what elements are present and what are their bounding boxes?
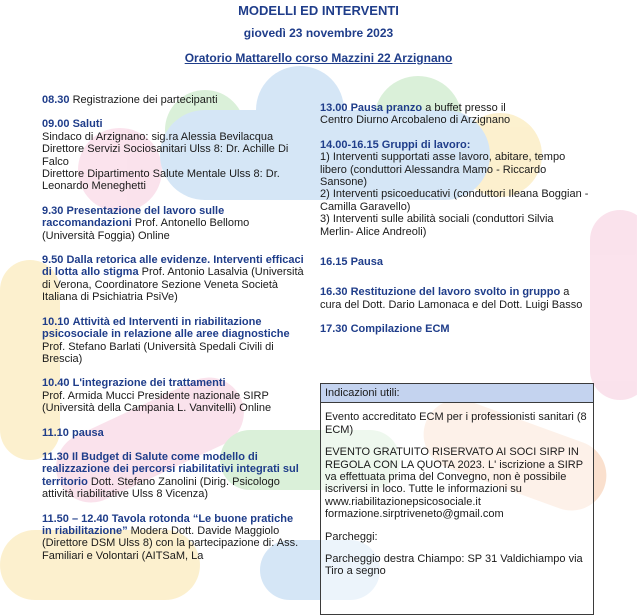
info-box-body xyxy=(321,403,593,577)
useful-info-box xyxy=(320,383,594,615)
entry-text: Modera Dott. Davide Maggiolo (Direttore DSM Ulss 8) con la partecipazione di: Ass. Familiari e Volontari (AITSaM, La xyxy=(42,524,299,562)
entry-time: 11.30 xyxy=(42,450,69,463)
entry-time: 9.50 xyxy=(42,254,64,267)
entry-heading: L'integrazione dei trattamenti xyxy=(72,377,226,390)
program-entry xyxy=(320,139,590,238)
event-date: giovedì 23 novembre 2023 xyxy=(243,26,394,40)
entry-heading: Gruppi di lavoro: xyxy=(381,138,471,151)
entry-heading: Saluti xyxy=(72,118,103,131)
entry-heading: pausa xyxy=(71,426,104,439)
program-entry xyxy=(42,94,304,106)
program-entry xyxy=(42,205,304,242)
program-entry xyxy=(320,323,590,335)
entry-time: 11.50 – 12.40 xyxy=(42,512,109,525)
event-venue: Oratorio Mattarello corso Mazzini 22 Arzignano xyxy=(184,51,453,65)
entry-text: Prof. Antonio Lasalvia (Università di Verona, Coordinatore Sezione Veneta Società Italiana di Psichiatria PsiVe) xyxy=(42,266,304,304)
entry-heading: Restituzione del lavoro svolto in gruppo xyxy=(350,286,561,299)
entry-time: 11.10 xyxy=(42,426,69,439)
entry-time: 08.30 xyxy=(42,94,70,106)
program-entry xyxy=(42,316,304,366)
entry-heading: Dalla retorica alle evidenze. Interventi efficaci di lotta allo stigma xyxy=(42,254,304,279)
entry-heading: Compilazione ECM xyxy=(350,323,450,336)
entry-time: 17.30 xyxy=(320,323,348,336)
program-right-column xyxy=(320,102,590,348)
entry-heading: Presentazione del lavoro sulle raccomandazioni xyxy=(42,204,225,230)
entry-time: 16.30 xyxy=(320,286,348,299)
program-entry xyxy=(320,286,590,311)
program-entry xyxy=(42,513,304,563)
info-paragraph: Parcheggio destra Chiampo: SP 31 Valdichiampo via Tiro a segno xyxy=(325,553,583,578)
program-entry xyxy=(42,427,304,439)
entry-heading: Pausa pranzo xyxy=(350,102,423,114)
program-entry xyxy=(320,102,590,127)
entry-text: Prof. Antonello Bellomo (Università Foggia) Online xyxy=(42,217,250,242)
program-entry xyxy=(42,118,304,192)
entry-text: Dott. Stefano Zanolini (Dirig. Psicologo attività riabilitative Ulss 8 Vicenza) xyxy=(42,475,280,501)
entry-time: 10.40 xyxy=(42,377,70,390)
info-box-title: Indicazioni utili: xyxy=(321,384,593,403)
entry-text: Registrazione dei partecipanti xyxy=(72,94,218,106)
entry-text: Prof. Stefano Barlati (Università Spedali Civili di Brescia) xyxy=(42,340,274,365)
entry-text: 1) Interventi supportati asse lavoro, abitare, tempo libero (conduttori Alessandra Mamo - Riccardo Sansone) 2) Interventi psicoeducativi (conduttori Ileana Boggian - Camilla Garavello) 3) Interventi sulle abilità sociali (conduttori Silvia Merlin- Alice Andreoli) xyxy=(320,151,589,238)
program-entry xyxy=(320,256,590,268)
entry-heading: Pausa xyxy=(350,256,384,269)
entry-time: 14.00-16.15 xyxy=(320,138,379,151)
entry-text: a cura del Dott. Dario Lamonaca e del Dott. Luigi Basso xyxy=(320,286,583,311)
entry-time: 16.15 xyxy=(320,256,348,269)
program-entry xyxy=(42,254,304,304)
entry-time: 09.00 xyxy=(42,118,70,131)
entry-heading: Il Budget di Salute come modello di realizzazione dei percorsi riabilitativi integrati sul territorio xyxy=(42,450,299,488)
entry-text: a buffet presso il Centro Diurno Arcobaleno di Arzignano xyxy=(320,102,511,127)
info-paragraph: Parcheggi: xyxy=(325,530,378,543)
entry-text: Sindaco di Arzignano: sig.ra Alessia Bevilacqua Direttore Servizi Sociosanitari Ulss 8: Dr. Achille Di Falco Direttore Dipartimento Salute Mentale Ulss 8: Dr. Leonardo Meneghetti xyxy=(42,130,289,193)
page-title: MODELLI ED INTERVENTI xyxy=(238,3,399,18)
entry-time: 10.10 xyxy=(42,315,70,328)
entry-text: Prof. Armida Mucci Presidente nazionale SIRP (Università della Campania L. Vanvitelli) Online xyxy=(42,389,272,415)
info-paragraph: Evento accreditato ECM per i professionisti sanitari (8 ECM) xyxy=(325,411,587,436)
entry-heading: Tavola rotonda “Le buone pratiche in riabilitazione” xyxy=(42,512,294,537)
info-paragraph: EVENTO GRATUITO RISERVATO AI SOCI SIRP IN REGOLA CON LA QUOTA 2023. L' iscrizione a SIRP va effettuata prima del Convegno, non è possibile iscriversi in loco. Tutte le informazioni su www.riabilitazionepsicosociale.it formazione.sirptriveneto@gmail.com xyxy=(325,446,583,521)
entry-time: 13.00 xyxy=(320,102,348,114)
program-entry xyxy=(42,451,304,501)
program-left-column xyxy=(42,94,304,574)
program-entry xyxy=(42,377,304,414)
entry-heading: Attività ed Interventi in riabilitazione psicosociale in relazione alle aree diagnostiche xyxy=(42,315,290,341)
entry-time: 9.30 xyxy=(42,204,64,217)
